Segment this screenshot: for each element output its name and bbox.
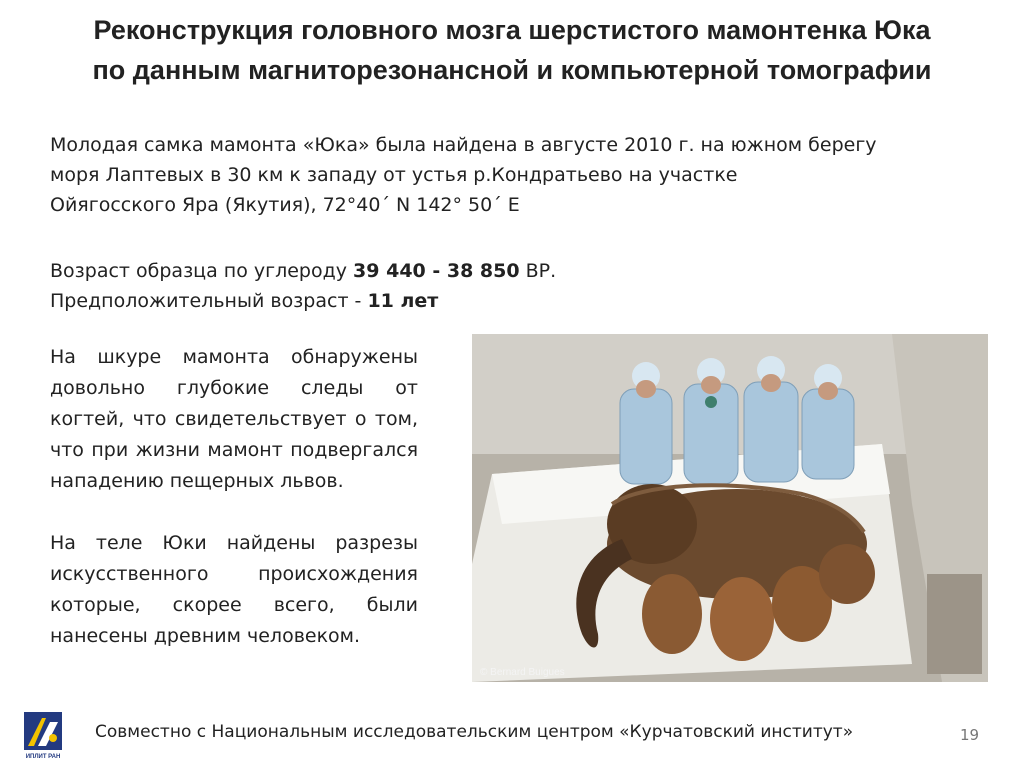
- slide-title: [0, 10, 1024, 90]
- institute-logo: [22, 710, 64, 760]
- intro-line-3: Ойягосского Яра (Якутия), 72°40´ N 142° 50´ E: [50, 194, 520, 216]
- page-number: 19: [960, 726, 980, 744]
- age-estimated-label: Предположительный возраст -: [50, 290, 368, 312]
- age-carbon-value: 39 440 - 38 850: [353, 260, 520, 282]
- mammoth-photo: [472, 334, 988, 682]
- institute-logo-icon: [22, 710, 64, 752]
- logo-text: ИПЛИТ РАН: [25, 754, 61, 760]
- title-line-2: по данным магниторезонансной и компьютерной томографии: [92, 55, 932, 85]
- intro-text: [50, 130, 970, 220]
- intro-line-2: моря Лаптевых в 30 км к западу от устья р.Кондратьево на участке: [50, 164, 738, 186]
- paragraph-claws: На шкуре мамонта обнаружены довольно глубокие следы от когтей, что свидетельствует о том, что при жизни мамонт подвергался нападению пещерных львов.: [50, 346, 418, 492]
- intro-line-1: Молодая самка мамонта «Юка» была найдена в августе 2010 г. на южном берегу: [50, 134, 877, 156]
- age-carbon: [50, 256, 970, 286]
- photo-credit: © Bernard Buigues: [480, 667, 565, 678]
- paragraph-cuts: На теле Юки найдены разрезы искусственного происхождения которые, скорее всего, были нанесены древним человеком.: [50, 532, 418, 647]
- age-estimated: [50, 286, 970, 316]
- age-block: [50, 256, 970, 316]
- age-carbon-unit: ВР.: [519, 260, 557, 282]
- age-estimated-value: 11 лет: [367, 290, 439, 312]
- side-text: [50, 342, 418, 683]
- age-carbon-label: Возраст образца по углероду: [50, 260, 354, 282]
- footer-text: Совместно с Национальным исследовательским центром «Курчатовский институт»: [95, 722, 854, 742]
- mammoth-photo-illustration: [472, 334, 988, 682]
- title-line-1: Реконструкция головного мозга шерстистого мамонтенка Юка: [93, 15, 931, 45]
